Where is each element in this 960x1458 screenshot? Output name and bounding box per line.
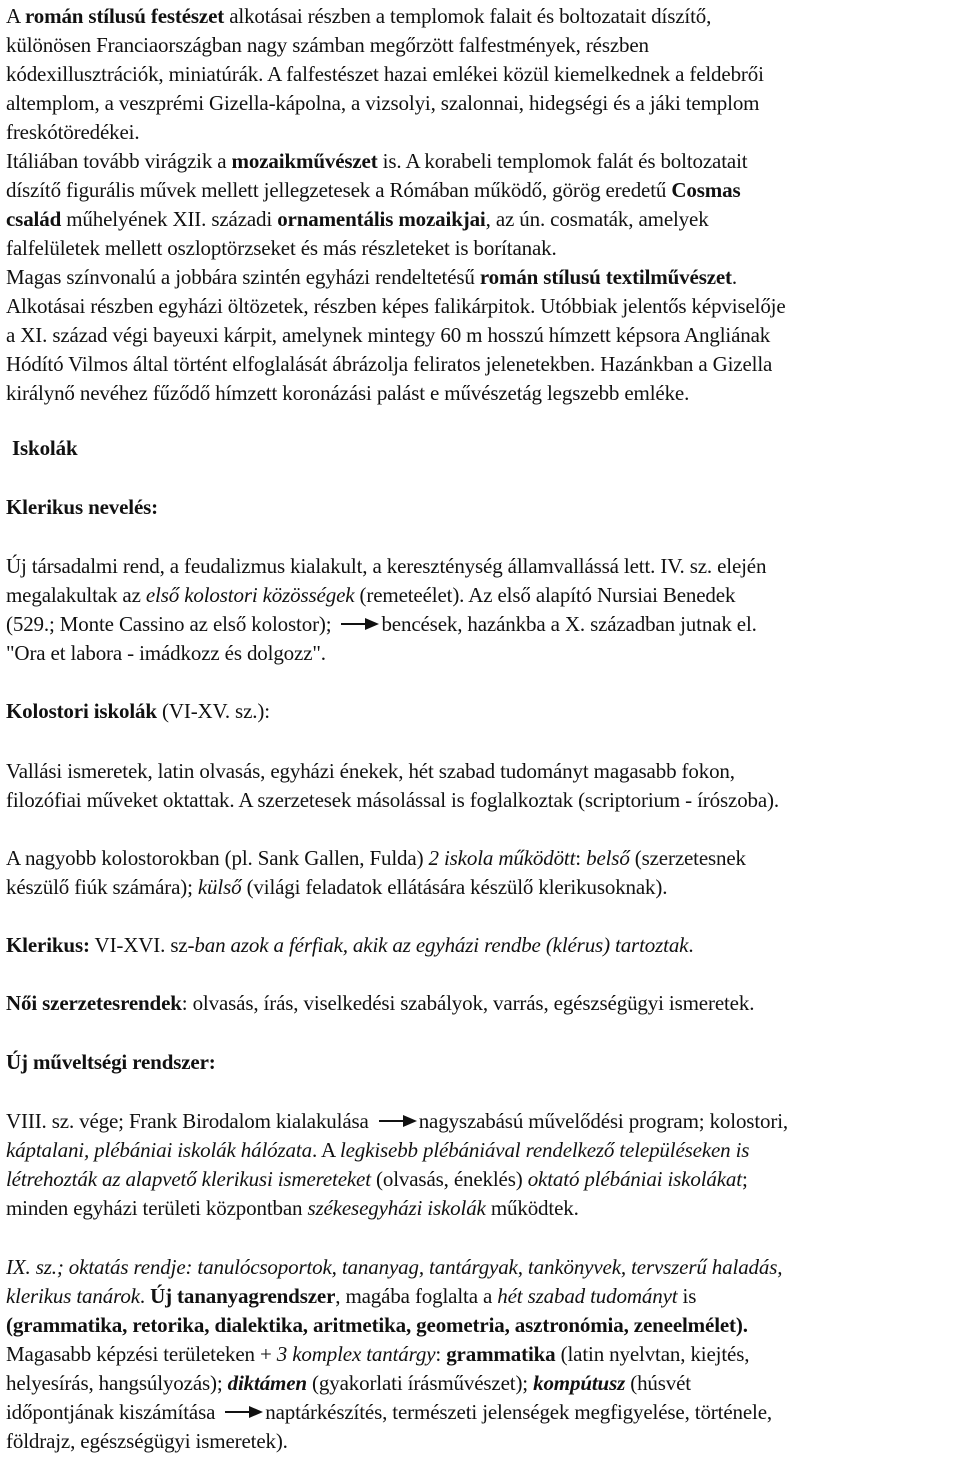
text-line: freskótöredékei. [6, 120, 140, 144]
text-line: filozófiai műveket oktattak. A szerzetesek másolással is foglalkoztak (scriptorium - írószoba). [6, 788, 780, 812]
bold-italic-term: diktámen [227, 1371, 307, 1395]
bold-term: Női szerzetesrendek [6, 991, 182, 1015]
text-line: készülő fiúk számára); külső (világi feladatok ellátására készülő klerikusoknak). [6, 875, 668, 899]
text-line: kódexillusztrációk, miniatúrák. A falfestészet hazai emlékei közül kiemelkednek a feldebrői [6, 62, 764, 86]
section-heading-klerikus-neveles: Klerikus nevelés: [6, 495, 159, 519]
arrow-right-icon [341, 617, 379, 631]
text-line: VIII. sz. vége; Frank Birodalom kialakulása nagyszabású művelődési program; kolostori, [6, 1109, 788, 1133]
text-line: A nagyobb kolostorokban (pl. Sank Gallen, Fulda) 2 iskola működött: belső (szerzetesnek [6, 846, 746, 870]
italic-term: első kolostori közösségek [145, 583, 355, 607]
text-line: időpontjának kiszámítása naptárkészítés, természeti jelenségek megfigyelése, történele, [6, 1400, 772, 1424]
text-line: helyesírás, hangsúlyozás); diktámen (gyakorlati írásművészet); kompútusz (húsvét [6, 1371, 691, 1395]
section-heading-iskolak: Iskolák [12, 436, 78, 460]
italic-term: 3 komplex tantárgy [276, 1342, 436, 1366]
text-line: Magas színvonalú a jobbára szintén egyházi rendeltetésű román stílusú textilművészet. [6, 265, 738, 289]
text-line: Hódító Vilmos által történt elfoglalását ábrázolja feliratos jelenetekben. Hazánkban a Gizella [6, 352, 773, 376]
text-line: különösen Franciaországban nagy számban megőrzött falfestmények, részben [6, 33, 649, 57]
italic-term: ban azok a férfiak, akik az egyházi rendbe (klérus) tartoztak [194, 933, 689, 957]
italic-term: klerikus tanárok [6, 1284, 140, 1308]
italic-term: hét szabad tudományt [497, 1284, 678, 1308]
bold-term: román stílusú textilművészet [479, 265, 732, 289]
italic-term: legkisebb plébániával rendelkező településeken is [339, 1138, 750, 1162]
text-line: díszítő figurális művek mellett jellegzetesek a Rómában működő, görög eredetű Cosmas [6, 178, 741, 202]
section-heading-uj-muveltsegi-rendszer: Új műveltségi rendszer: [6, 1050, 216, 1074]
bold-term: Új tananyagrendszer [150, 1284, 336, 1308]
text-line: Itáliában tovább virágzik a mozaikművészet is. A korabeli templomok falát és boltozatait [6, 149, 748, 173]
text-line: földrajz, egészségügyi ismeretek). [6, 1429, 288, 1453]
italic-term: székesegyházi iskolák [307, 1196, 486, 1220]
text-line: (grammatika, retorika, dialektika, aritmetika, geometria, asztronómia, zeneelmélet). [6, 1313, 748, 1337]
text-line: altemplom, a veszprémi Gizella-kápolna, a vizsolyi, szalonnai, hidegségi és a jáki templom [6, 91, 760, 115]
text-line: A román stílusú festészet alkotásai részben a templomok falait és boltozatait díszítő, [6, 4, 712, 28]
section-heading-kolostori-iskolak: Kolostori iskolák (VI-XV. sz.): [6, 699, 270, 723]
text-line: Vallási ismeretek, latin olvasás, egyházi énekek, hét szabad tudományt magasabb fokon, [6, 759, 735, 783]
text-line: létrehozták az alapvető klerikusi ismereteket (olvasás, éneklés) oktató plébániai iskolákat; [6, 1167, 748, 1191]
bold-italic-term: kompútusz [533, 1371, 626, 1395]
text-line: "Ora et labora - imádkozz és dolgozz". [6, 641, 326, 665]
italic-term: káptalani, plébániai iskolák hálózata [6, 1138, 312, 1162]
text-line: család műhelyének XII. századi ornamentális mozaikjai, az ún. cosmaták, amelyek [6, 207, 709, 231]
bold-term: ornamentális mozaikjai [277, 207, 486, 231]
text-line: (529.; Monte Cassino az első kolostor); bencések, hazánkba a X. században jutnak el. [6, 612, 757, 636]
text-line: királynő nevéhez fűződő hímzett koronázási palást e művészetág legszebb emléke. [6, 381, 690, 405]
text-line: klerikus tanárok. Új tananyagrendszer, magába foglalta a hét szabad tudományt is [6, 1284, 697, 1308]
italic-term: belső [586, 846, 630, 870]
bold-term: Cosmas [671, 178, 741, 202]
text-line: IX. sz.; oktatás rendje: tanulócsoportok, tananyag, tantárgyak, tankönyvek, tervszerű haladás, [6, 1255, 783, 1279]
text-line: Új társadalmi rend, a feudalizmus kialakult, a kereszténység államvallássá lett. IV. sz. elején [6, 554, 767, 578]
text-line: falfelületek mellett oszloptörzseket és más részleteket is borítanak. [6, 236, 557, 260]
arrow-right-icon [225, 1405, 263, 1419]
text-line: megalakultak az első kolostori közösségek (remeteélet). Az első alapító Nursiai Benedek [6, 583, 736, 607]
text-line: káptalani, plébániai iskolák hálózata. A legkisebb plébániával rendelkező településeken is [6, 1138, 750, 1162]
text-line: a XI. század végi bayeuxi kárpit, amelynek mintegy 60 m hosszú hímzett képsora Angliának [6, 323, 771, 347]
text-line: minden egyházi területi központban székesegyházi iskolák működtek. [6, 1196, 579, 1220]
text-line: Klerikus: VI-XVI. sz-ban azok a férfiak, akik az egyházi rendbe (klérus) tartoztak. [6, 933, 694, 957]
bold-term: grammatika [446, 1342, 556, 1366]
italic-term: 2 iskola működött [428, 846, 576, 870]
italic-term: oktató plébániai iskolákat [527, 1167, 742, 1191]
italic-term: külső [197, 875, 242, 899]
text-line: Női szerzetesrendek: olvasás, írás, viselkedési szabályok, varrás, egészségügyi ismeretek. [6, 991, 755, 1015]
bold-term: mozaikművészet [231, 149, 378, 173]
arrow-right-icon [379, 1114, 417, 1128]
bold-term: Klerikus: [6, 933, 90, 957]
italic-term: létrehozták az alapvető klerikusi ismereteket [6, 1167, 371, 1191]
bold-term: család [6, 207, 62, 231]
text-line: Alkotásai részben egyházi öltözetek, részben képes falikárpitok. Utóbbiak jelentős képviselője [6, 294, 786, 318]
bold-term: román stílusú festészet [24, 4, 225, 28]
text-line: Magasabb képzési területeken + 3 komplex tantárgy: grammatika (latin nyelvtan, kiejtés, [6, 1342, 750, 1366]
